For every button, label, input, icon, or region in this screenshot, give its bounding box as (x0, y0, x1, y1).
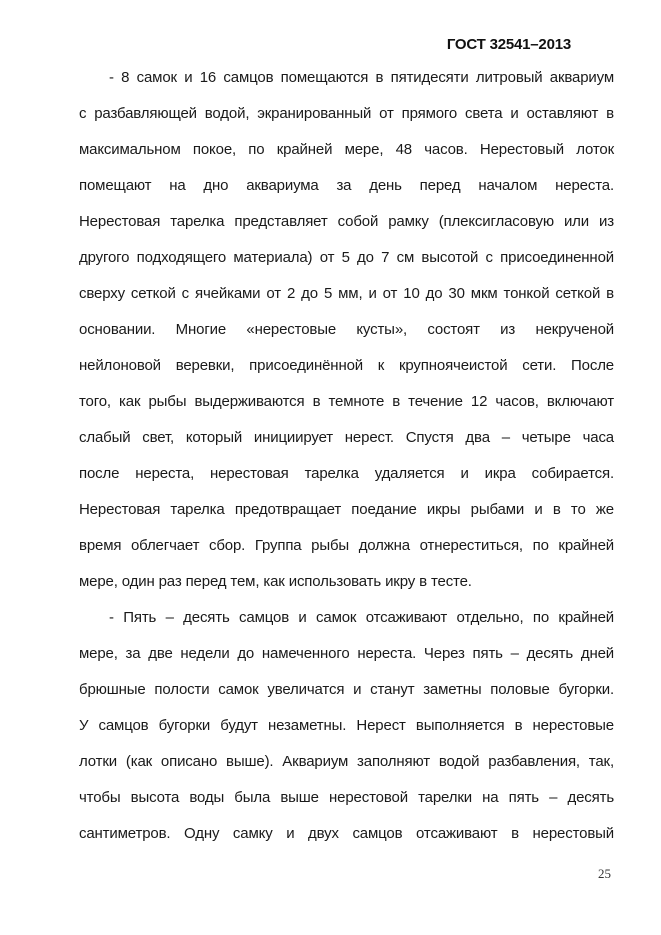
body-text (79, 63, 614, 855)
text-line: чтобы высота воды была выше нерестовой тарелки на пять – десять (79, 789, 614, 806)
paragraph-1 (79, 63, 614, 603)
text-line: лотки (как описано выше). Аквариум заполняют водой разбавления, так, (79, 753, 614, 770)
text-line: Нерестовая тарелка представляет собой рамку (плексигласовую или из (79, 213, 614, 230)
text-line: время облегчает сбор. Группа рыбы должна отнереститься, по крайней (79, 537, 614, 554)
text-line: основании. Многие «нерестовые кусты», состоят из некрученой (79, 321, 614, 338)
text-line: максимальном покое, по крайней мере, 48 часов. Нерестовый лоток (79, 141, 614, 158)
text-line: мере, за две недели до намеченного нереста. Через пять – десять дней (79, 645, 614, 662)
text-line: после нереста, нерестовая тарелка удаляется и икра собирается. (79, 465, 614, 482)
text-line: помещают на дно аквариума за день перед началом нереста. (79, 177, 614, 194)
document-code-header: ГОСТ 32541–2013 (446, 36, 571, 53)
text-line: сантиметров. Одну самку и двух самцов отсаживают в нерестовый (79, 825, 614, 842)
text-line: - Пять – десять самцов и самок отсаживают отдельно, по крайней (109, 609, 614, 626)
page-number: 25 (598, 866, 611, 881)
text-line: - 8 самок и 16 самцов помещаются в пятидесяти литровый аквариум (109, 69, 614, 86)
text-line: У самцов бугорки будут незаметны. Нерест выполняется в нерестовые (79, 717, 614, 734)
text-line: мере, один раз перед тем, как использовать икру в тесте. (79, 573, 472, 590)
text-line: с разбавляющей водой, экранированный от прямого света и оставляют в (79, 105, 614, 122)
text-line: того, как рыбы выдерживаются в темноте в течение 12 часов, включают (79, 393, 614, 410)
text-line: брюшные полости самок увеличатся и станут заметны половые бугорки. (79, 681, 614, 698)
text-line: Нерестовая тарелка предотвращает поедание икры рыбами и в то же (79, 501, 614, 518)
paragraph-2 (79, 603, 614, 855)
text-line: нейлоновой веревки, присоединённой к крупноячеистой сети. После (79, 357, 614, 374)
text-line: сверху сеткой с ячейками от 2 до 5 мм, и от 10 до 30 мкм тонкой сеткой в (79, 285, 614, 302)
text-line: слабый свет, который инициирует нерест. Спустя два – четыре часа (79, 429, 614, 446)
text-line: другого подходящего материала) от 5 до 7 см высотой с присоединенной (79, 249, 614, 266)
